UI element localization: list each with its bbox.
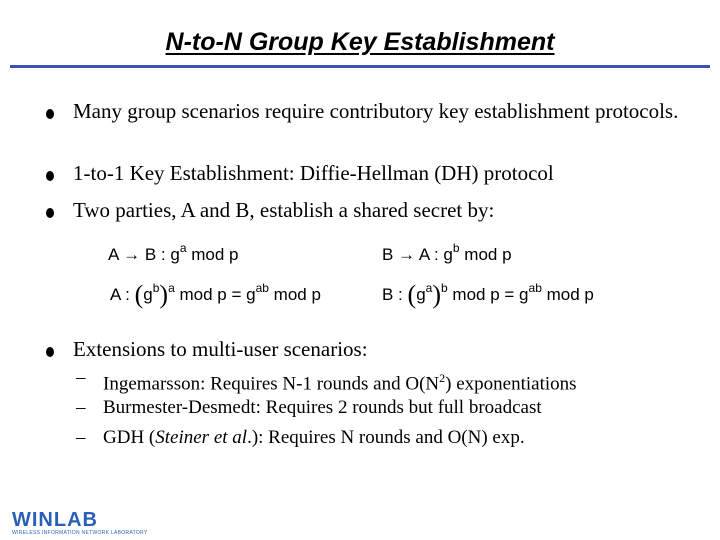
logo-tagline: WIRELESS INFORMATION NETWORK LABORATORY [12, 530, 148, 536]
equation-b-send: B → A : $g^b$ mod p [382, 241, 512, 264]
dash-icon: – [76, 397, 86, 418]
sub-item-text: Ingemarsson: Requires N-1 rounds and $O(N^2)$ exponentiations [103, 371, 577, 395]
bullet-icon [46, 171, 54, 181]
title-rule [10, 65, 710, 68]
equation-a-compute: A : $(g^b)^a$ mod $p = g^{ab}$ mod p [110, 280, 321, 309]
bullet-icon [46, 109, 54, 119]
sub-item-text: Burmester-Desmedt: Requires 2 rounds but full broadcast [103, 397, 542, 418]
slide-title: N-to-N Group Key Establishment [165, 28, 555, 56]
bullet-text: Two parties, A and B, establish a shared secret by: [73, 198, 495, 222]
sub-item-text: GDH (Steiner et al.): Requires N rounds and O(N) exp. [103, 427, 525, 448]
bullet-icon [46, 208, 54, 218]
bullet-text: 1-to-1 Key Establishment: Diffie-Hellman (DH) protocol [73, 161, 554, 185]
equation-a-send: A → B : $g^a$ mod p [108, 241, 239, 264]
dash-icon: – [76, 427, 86, 448]
dash-icon: – [76, 367, 86, 388]
bullet-text: Extensions to multi-user scenarios: [73, 337, 368, 361]
winlab-logo [12, 510, 148, 536]
bullet-icon [46, 347, 54, 357]
logo-wordmark: WINLAB [12, 509, 98, 531]
equation-b-compute: B : $(g^a)^b$ mod $p = g^{ab}$ mod p [382, 280, 594, 309]
bullet-text: Many group scenarios require contributory key establishment protocols. [73, 99, 679, 123]
